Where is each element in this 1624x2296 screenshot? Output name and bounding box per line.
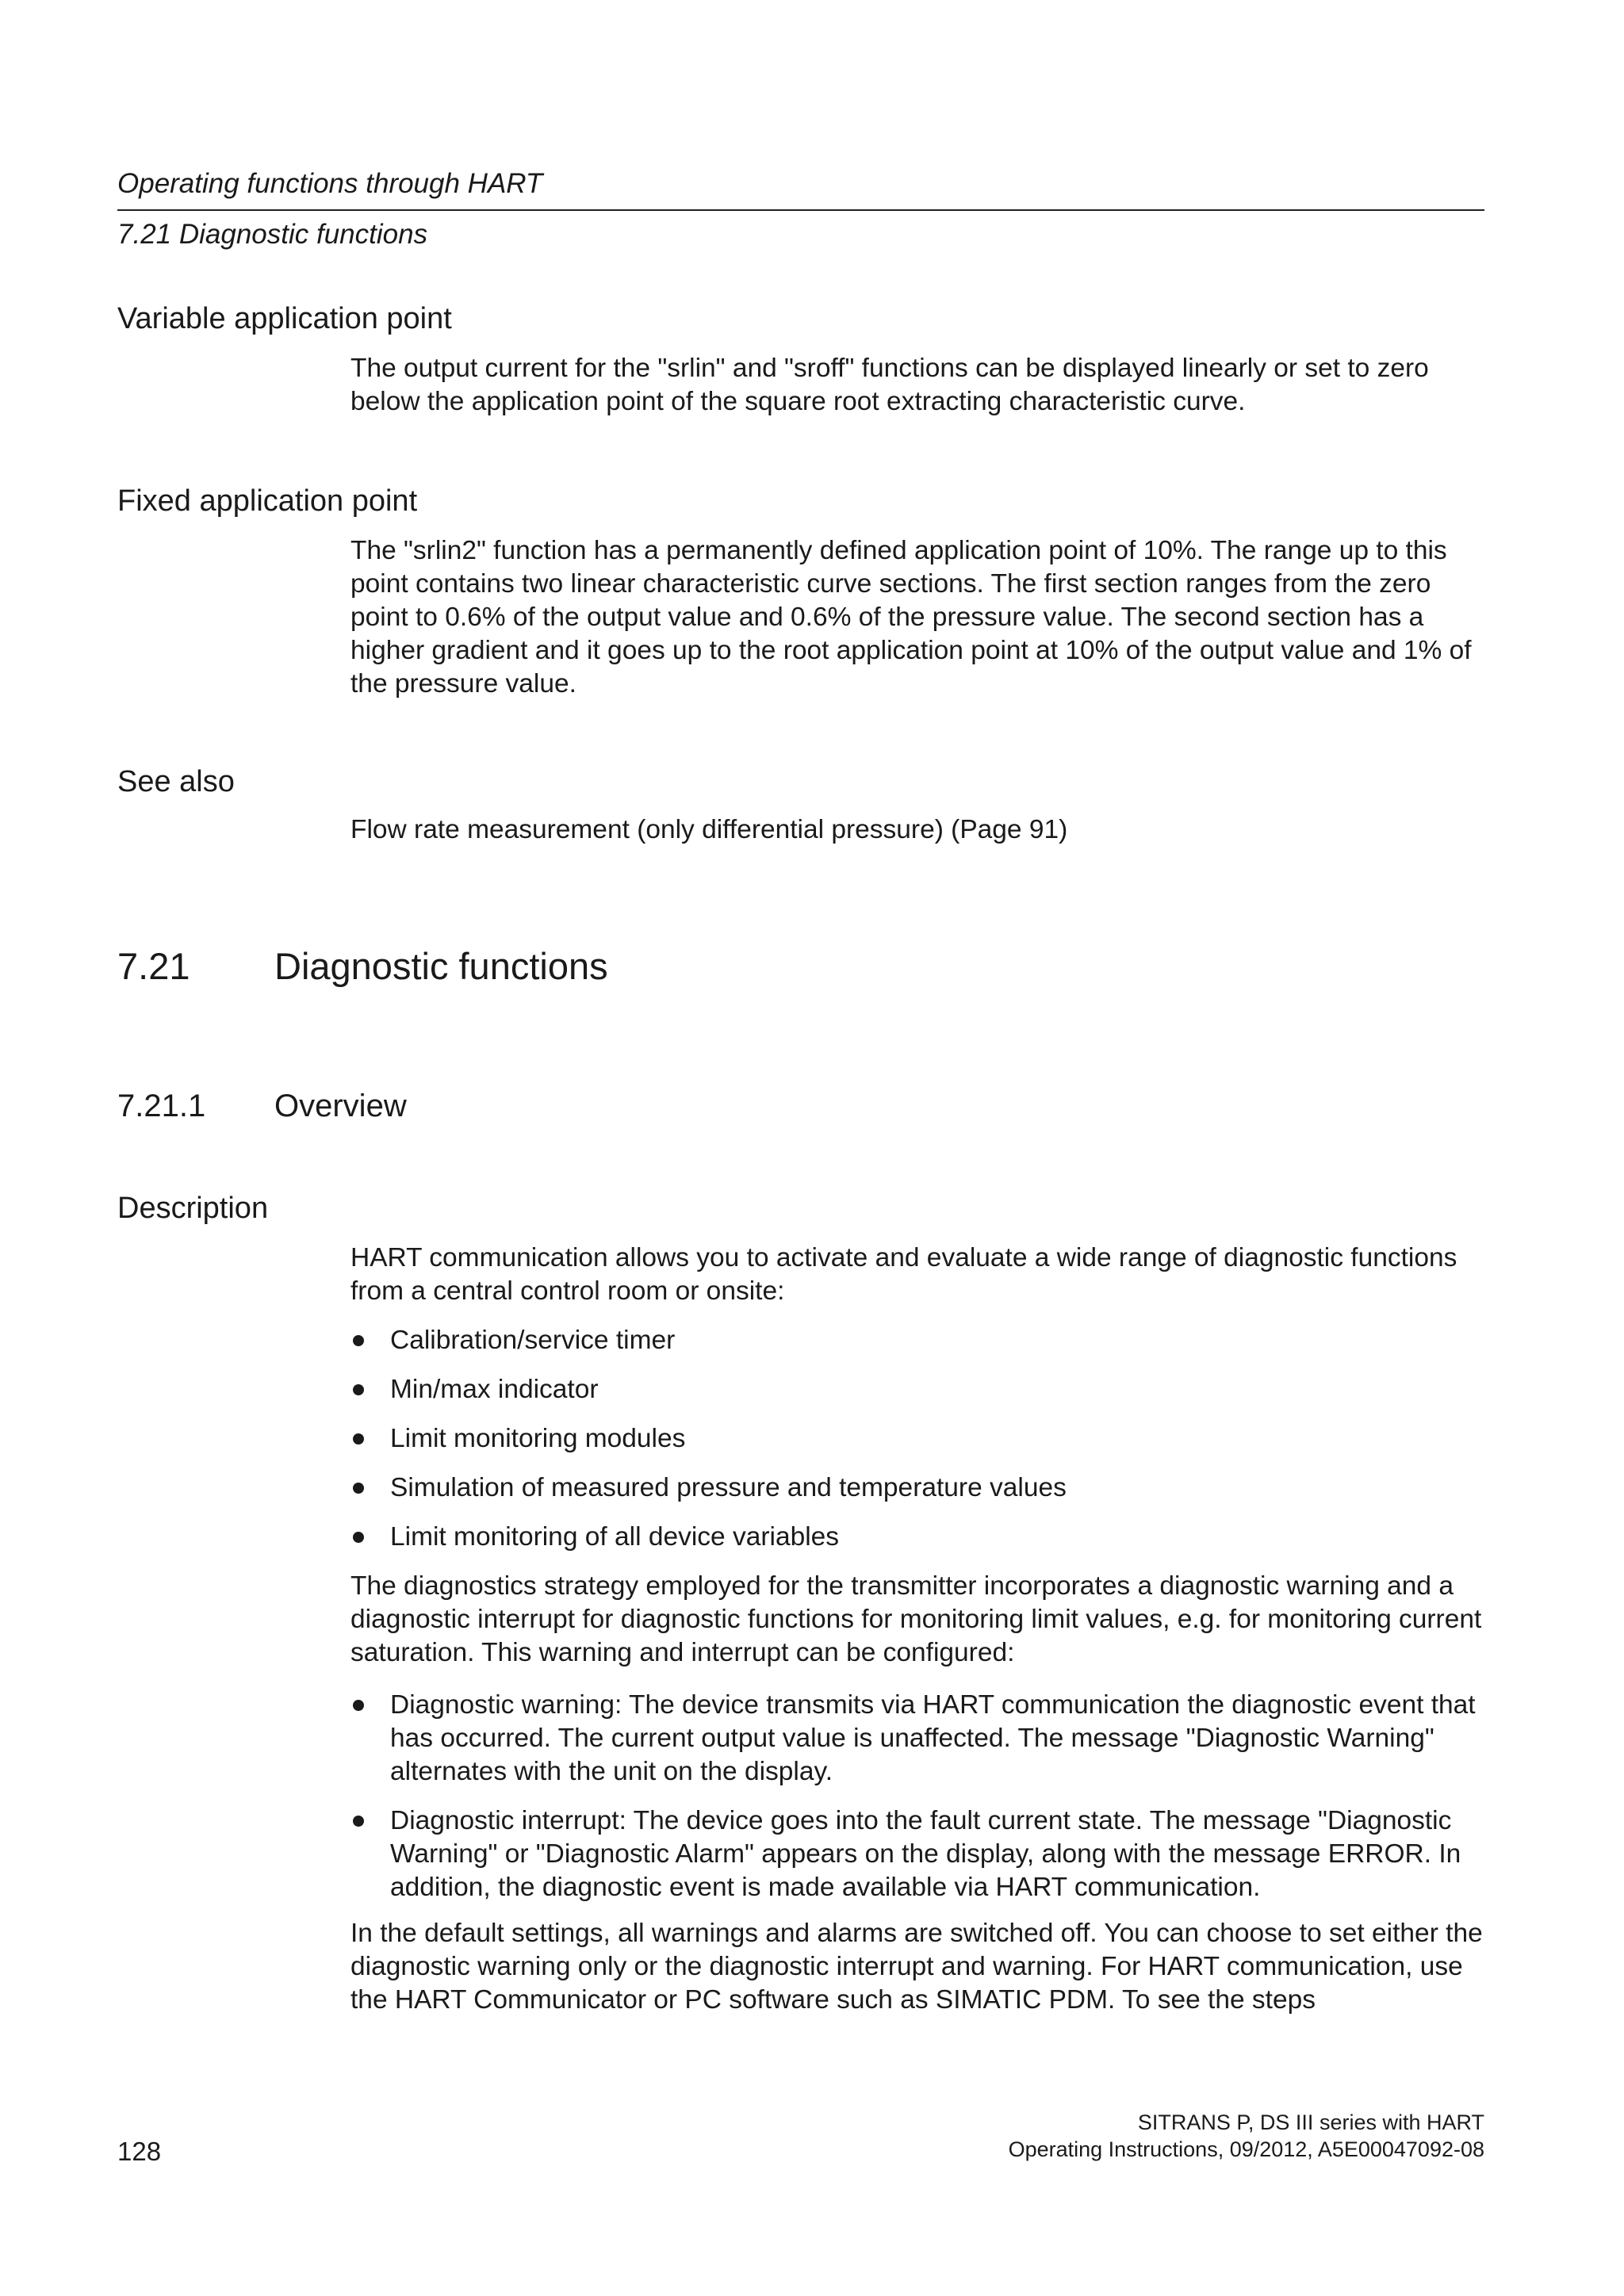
bullet-icon xyxy=(353,1384,364,1395)
running-header xyxy=(117,166,1484,252)
fixed-application-point-text xyxy=(350,534,1492,701)
functions-list-container xyxy=(350,1324,1492,1554)
list-item-text: Simulation of measured pressure and temperature values xyxy=(390,1473,1067,1502)
list-item-text: Limit monitoring of all device variables xyxy=(390,1522,840,1552)
description-intro xyxy=(350,1242,1492,1308)
description-heading: Description xyxy=(117,1192,269,1225)
chapter-heading xyxy=(117,943,608,989)
footer-info xyxy=(1009,2109,1484,2163)
functions-list xyxy=(350,1324,1492,1554)
paragraph: The diagnostics strategy employed for the transmitter incorporates a diagnostic warning and a diagnostic interrupt for diagnostic functions for monitoring limit values, e.g. for monitoring current saturation. This warning and interrupt can be configured: xyxy=(350,1571,1482,1667)
list-item xyxy=(350,1324,1492,1357)
bullet-icon xyxy=(353,1433,364,1445)
bullet-icon xyxy=(353,1700,364,1711)
list-item-text: Diagnostic interrupt: The device goes into the fault current state. The message "Diagnostic Warning" or "Diagnostic Alarm" appears on the display, along with the message ERROR. In addition, the diagnostic event is made available via HART communication. xyxy=(390,1806,1461,1902)
variable-application-point-heading: Variable application point xyxy=(117,302,452,335)
footer-product: SITRANS P, DS III series with HART xyxy=(1137,2110,1484,2134)
paragraph: HART communication allows you to activate and evaluate a wide range of diagnostic functions from a central control room or onsite: xyxy=(350,1243,1457,1306)
section-number: 7.21.1 xyxy=(117,1089,206,1123)
section-heading xyxy=(117,1086,407,1126)
list-item-text: Diagnostic warning: The device transmits via HART communication the diagnostic event that has occurred. The current output value is unaffected. The message "Diagnostic Warning" alternates with the unit on the display. xyxy=(390,1690,1476,1786)
section-title: Overview xyxy=(274,1089,407,1123)
see-also-link[interactable]: Flow rate measurement (only differential pressure) (Page 91) xyxy=(350,815,1068,844)
diagnostics-strategy xyxy=(350,1570,1492,1670)
bullet-icon xyxy=(353,1532,364,1543)
chapter-title: Diagnostic functions xyxy=(274,945,608,987)
footer-document: Operating Instructions, 09/2012, A5E00047092-08 xyxy=(1008,2137,1484,2161)
bullet-icon xyxy=(353,1816,364,1827)
list-item xyxy=(350,1422,1492,1456)
list-item-text: Min/max indicator xyxy=(390,1375,599,1404)
fixed-application-point-heading: Fixed application point xyxy=(117,484,418,518)
paragraph: The "srlin2" function has a permanently defined application point of 10%. The range up to this point contains two linear characteristic curve sections. The first section ranges from the zero point to 0.6% of the output value and 0.6% of the pressure value. The second section has a higher gradient and it goes up to the root application point at 10% of the output value and 1% of the pressure value. xyxy=(350,536,1472,698)
options-list-container xyxy=(350,1689,1492,1904)
see-also-heading: See also xyxy=(117,765,235,798)
list-item xyxy=(350,1689,1492,1789)
variable-application-point-text xyxy=(350,352,1492,419)
list-item xyxy=(350,1521,1492,1554)
bullet-icon xyxy=(353,1483,364,1494)
chapter-number: 7.21 xyxy=(117,945,190,987)
page-number: 128 xyxy=(117,2137,162,2166)
list-item xyxy=(350,1471,1492,1505)
default-settings xyxy=(350,1917,1492,2017)
list-item-text: Limit monitoring modules xyxy=(390,1424,686,1453)
running-header-title: Operating functions through HART xyxy=(117,166,1484,211)
bullet-icon xyxy=(353,1335,364,1346)
list-item-text: Calibration/service timer xyxy=(390,1326,676,1355)
see-also-section xyxy=(350,813,1492,847)
paragraph: In the default settings, all warnings and alarms are switched off. You can choose to set either the diagnostic warning only or the diagnostic interrupt and warning. For HART communication, use the HART Communicator or PC software such as SIMATIC PDM. To see the steps xyxy=(350,1919,1483,2015)
running-header-subtitle: 7.21 Diagnostic functions xyxy=(117,219,428,250)
options-list xyxy=(350,1689,1492,1904)
paragraph: The output current for the "srlin" and "sroff" functions can be displayed linearly or set to zero below the application point of the square root extracting characteristic curve. xyxy=(350,354,1429,416)
list-item xyxy=(350,1804,1492,1904)
list-item xyxy=(350,1373,1492,1406)
